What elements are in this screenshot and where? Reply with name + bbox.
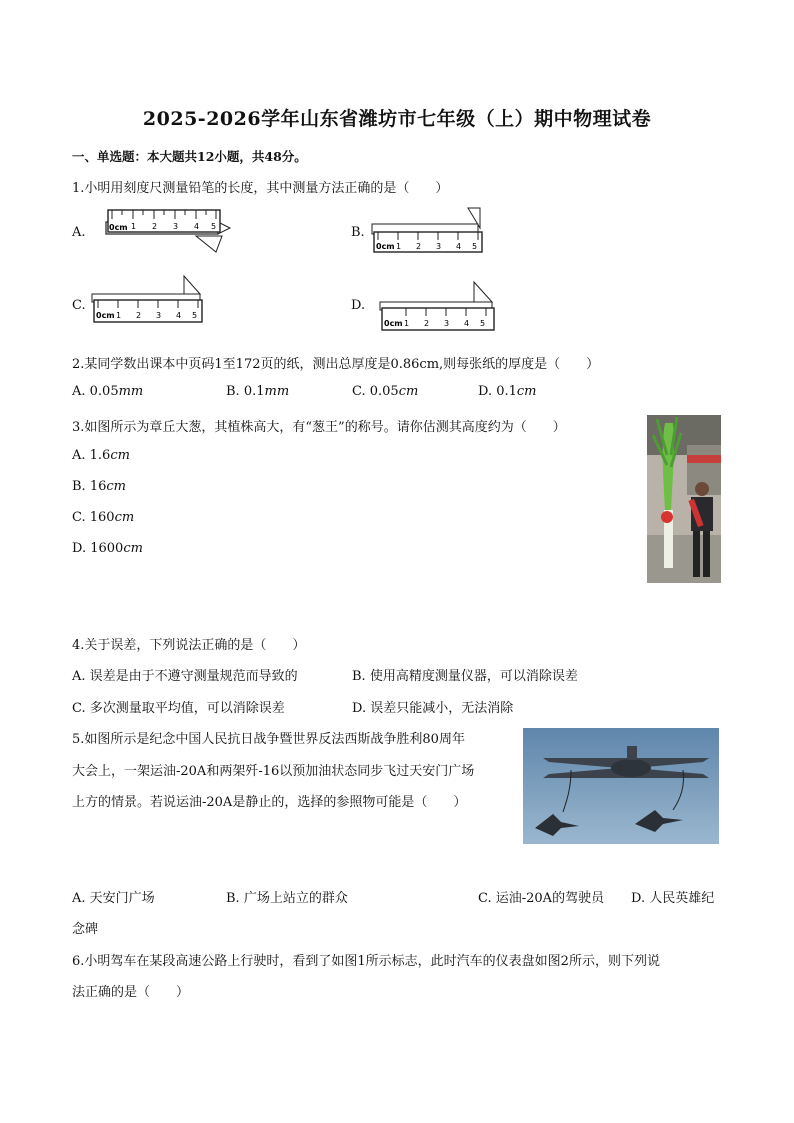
q1-figure-d [374, 274, 504, 332]
q1-option-c-label: C. [72, 298, 86, 313]
svg-text:1: 1 [116, 311, 122, 320]
ruler-with-pencil-diagram [368, 204, 488, 256]
q2-option-d: D. 0.1cm [478, 384, 537, 399]
svg-text:0cm: 0cm [384, 319, 403, 328]
refueling-aircraft-illustration [523, 728, 719, 844]
scallion-photo-illustration [647, 415, 721, 583]
q5-option-a: A. 天安门广场 [72, 891, 155, 906]
svg-text:1: 1 [131, 222, 137, 231]
q2-option-c: C. 0.05cm [352, 384, 419, 399]
svg-text:5: 5 [192, 311, 198, 320]
question-3-stem: 3.如图所示为章丘大葱，其植株高大，有“葱王”的称号。请你估测其高度约为（ ） [72, 420, 566, 435]
q1-figure-a [100, 202, 235, 260]
question-5-line-3: 上方的情景。若说运油-20A是静止的，选择的参照物可能是（ ） [72, 795, 467, 810]
q1-figure-b [368, 204, 488, 256]
page-title: 2025-2026学年山东省潍坊市七年级（上）期中物理试卷 [142, 108, 652, 130]
q2-option-a: A. 0.05mm [72, 384, 144, 399]
ruler-with-pencil-diagram [100, 202, 235, 260]
svg-text:1: 1 [396, 242, 402, 251]
svg-text:2: 2 [136, 311, 142, 320]
svg-text:0cm: 0cm [376, 242, 395, 251]
q3-scallion-photo [647, 415, 721, 583]
q4-option-b: B. 使用高精度测量仪器，可以消除误差 [352, 669, 578, 684]
question-6-line-1: 6.小明驾车在某段高速公路上行驶时，看到了如图1所示标志，此时汽车的仪表盘如图2所示，则下列说 [72, 954, 660, 969]
q4-option-a: A. 误差是由于不遵守测量规范而导致的 [72, 669, 298, 684]
ruler-with-pencil-diagram [374, 274, 504, 332]
q3-option-d: D. 1600cm [72, 541, 143, 556]
svg-text:5: 5 [211, 222, 217, 231]
q5-option-d: D. 人民英雄纪 [631, 891, 715, 906]
svg-text:5: 5 [472, 242, 478, 251]
svg-text:2: 2 [416, 242, 422, 251]
question-4-stem: 4.关于误差，下列说法正确的是（ ） [72, 638, 306, 653]
question-2-stem: 2.某同学数出课本中页码1至172页的纸，测出总厚度是0.86cm,则每张纸的厚度是（ ） [72, 357, 600, 372]
q3-option-a: A. 1.6cm [72, 448, 130, 463]
svg-text:4: 4 [194, 222, 200, 231]
q5-option-d-continued: 念碑 [72, 922, 99, 937]
svg-text:5: 5 [480, 319, 486, 328]
svg-text:0cm: 0cm [96, 311, 115, 320]
q1-option-d-label: D. [351, 298, 366, 313]
ruler-with-pencil-diagram [88, 272, 213, 327]
question-5-line-2: 大会上，一架运油-20A和两架歼-16以预加油状态同步飞过天安门广场 [72, 764, 475, 779]
question-6-line-2: 法正确的是（ ） [72, 985, 190, 1000]
q4-option-c: C. 多次测量取平均值，可以消除误差 [72, 701, 285, 716]
svg-text:4: 4 [176, 311, 182, 320]
section-heading: 一、单选题：本大题共12小题，共48分。 [72, 149, 307, 164]
svg-text:3: 3 [436, 242, 442, 251]
q4-option-d: D. 误差只能减小，无法消除 [352, 701, 514, 716]
svg-text:3: 3 [156, 311, 162, 320]
q1-option-b-label: B. [351, 225, 365, 240]
q3-option-c: C. 160cm [72, 510, 135, 525]
q1-figure-c [88, 272, 213, 327]
svg-text:2: 2 [152, 222, 158, 231]
svg-text:4: 4 [464, 319, 470, 328]
svg-text:3: 3 [173, 222, 179, 231]
ruler-unit: 0cm [109, 223, 128, 232]
q5-aircraft-photo [523, 728, 719, 844]
question-1-stem: 1.小明用刻度尺测量铅笔的长度，其中测量方法正确的是（ ） [72, 181, 449, 196]
question-5-line-1: 5.如图所示是纪念中国人民抗日战争暨世界反法西斯战争胜利80周年 [72, 732, 465, 747]
svg-text:3: 3 [444, 319, 450, 328]
q5-option-c: C. 运油-20A的驾驶员 [478, 891, 605, 906]
svg-text:4: 4 [456, 242, 462, 251]
svg-text:2: 2 [424, 319, 430, 328]
q1-option-a-label: A. [72, 225, 86, 240]
svg-text:1: 1 [404, 319, 410, 328]
q3-option-b: B. 16cm [72, 479, 126, 494]
q5-option-b: B. 广场上站立的群众 [226, 891, 348, 906]
q2-option-b: B. 0.1mm [226, 384, 290, 399]
